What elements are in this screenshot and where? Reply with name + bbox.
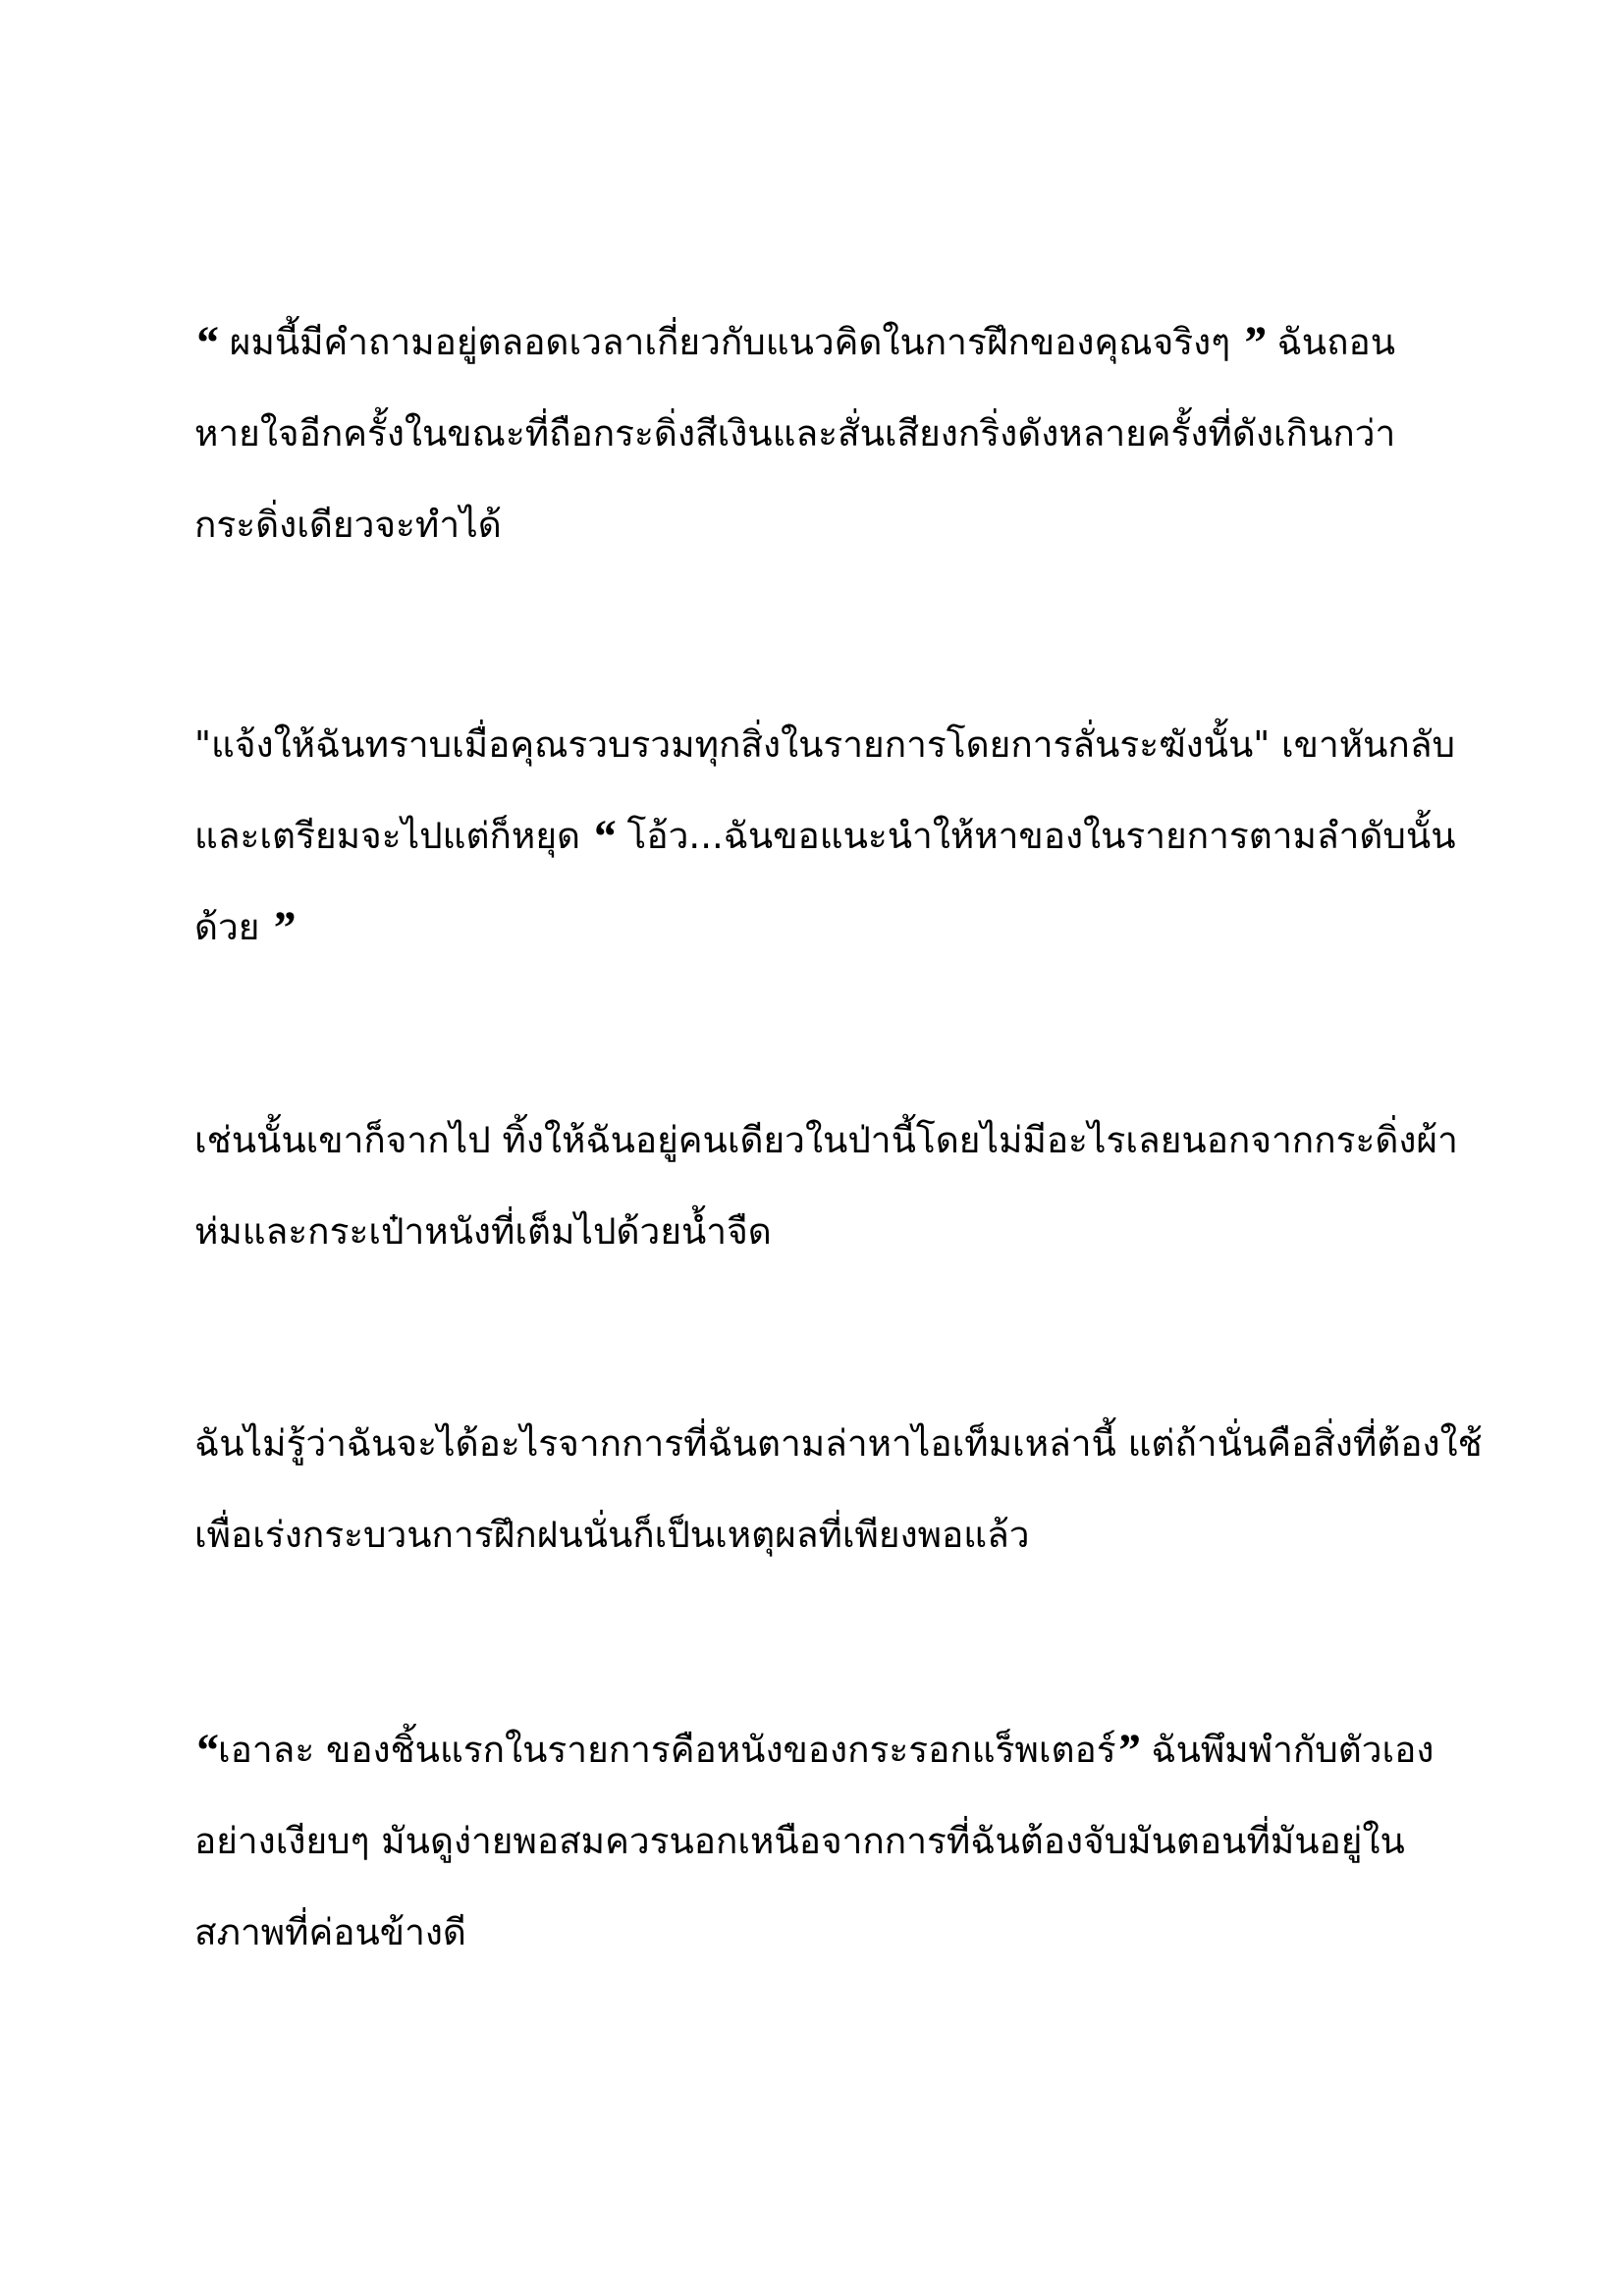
- paragraph-3-line-1: เช่นนั้นเขาก็จากไป ทิ้งให้ฉันอยู่คนเดียวในป่านี้โดยไม่มีอะไรเลยนอกจากกระดิ่งผ้า: [194, 1119, 1458, 1161]
- paragraph-1: [194, 296, 1451, 570]
- paragraph-5: [194, 1704, 1451, 1978]
- paragraph-1-line-1: [194, 296, 1451, 388]
- paragraph-2-line-1: "แจ้งให้ฉันทราบเมื่อคุณรวบรวมทุกสิ่งในรายการโดยการลั่นระฆังนั้น" เขาหันกลับ: [194, 723, 1455, 766]
- paragraph-3: [194, 1095, 1458, 1277]
- paragraph-3-line-2: ห่มและกระเป๋าหนังที่เต็มไปด้วยน้ำจืด: [194, 1210, 772, 1253]
- close-quote-mark: ”: [1115, 1725, 1140, 1777]
- paragraph-5-line-1: [194, 1704, 1451, 1795]
- paragraph-4-line-1: ฉันไม่รู้ว่าฉันจะได้อะไรจากการที่ฉันตามล่าหาไอเท็มเหล่านี้ แต่ถ้านั่นคือสิ่งที่ต้องใช้: [194, 1422, 1483, 1465]
- line-text: และเตรียมจะไปแต่ก็หยุด: [194, 815, 592, 857]
- paragraph-1-line-3: กระดิ่งเดียวจะทำได้: [194, 504, 502, 546]
- paragraph-2: [194, 699, 1456, 973]
- paragraph-2-line-3: [194, 881, 1451, 973]
- paragraph-4: [194, 1398, 1483, 1580]
- line-text-tail: ฉันถอน: [1265, 321, 1396, 363]
- close-quote-mark: ”: [271, 902, 296, 954]
- line-text: เอาละ ของชิ้นแรกในรายการคือหนังของกระรอกแร็พเตอร์: [218, 1729, 1116, 1771]
- paragraph-5-line-2: อย่างเงียบๆ มันดูง่ายพอสมควรนอกเหนือจากการที่ฉันต้องจับมันตอนที่มันอยู่ใน: [194, 1820, 1405, 1862]
- paragraph-4-line-2: เพื่อเร่งกระบวนการฝึกฝนนั่นก็เป็นเหตุผลที่เพียงพอแล้ว: [194, 1514, 1030, 1556]
- close-quote-mark: ”: [1241, 317, 1266, 369]
- line-text-tail: ฉันพึมพำกับตัวเอง: [1139, 1729, 1435, 1771]
- open-quote-mark: “: [194, 317, 218, 369]
- paragraph-2-line-2: [194, 790, 1456, 881]
- paragraph-1-line-2: หายใจอีกครั้งในขณะที่ถือกระดิ่งสีเงินและสั่นเสียงกริ่งดังหลายครั้งที่ดังเกินกว่า: [194, 412, 1396, 454]
- line-text: ด้วย: [194, 906, 272, 948]
- line-text: ผมนี้มีคำถามอยู่ตลอดเวลาเกี่ยวกับแนวคิดในการฝึกของคุณจริงๆ: [218, 321, 1242, 363]
- line-text-tail: โอ้ว...ฉันขอแนะนำให้หาของในรายการตามลำดับนั้น: [615, 815, 1456, 857]
- open-quote-mark: “: [591, 811, 616, 863]
- paragraph-5-line-3: สภาพที่ค่อนข้างดี: [194, 1911, 466, 1953]
- open-quote-mark: “: [194, 1725, 218, 1777]
